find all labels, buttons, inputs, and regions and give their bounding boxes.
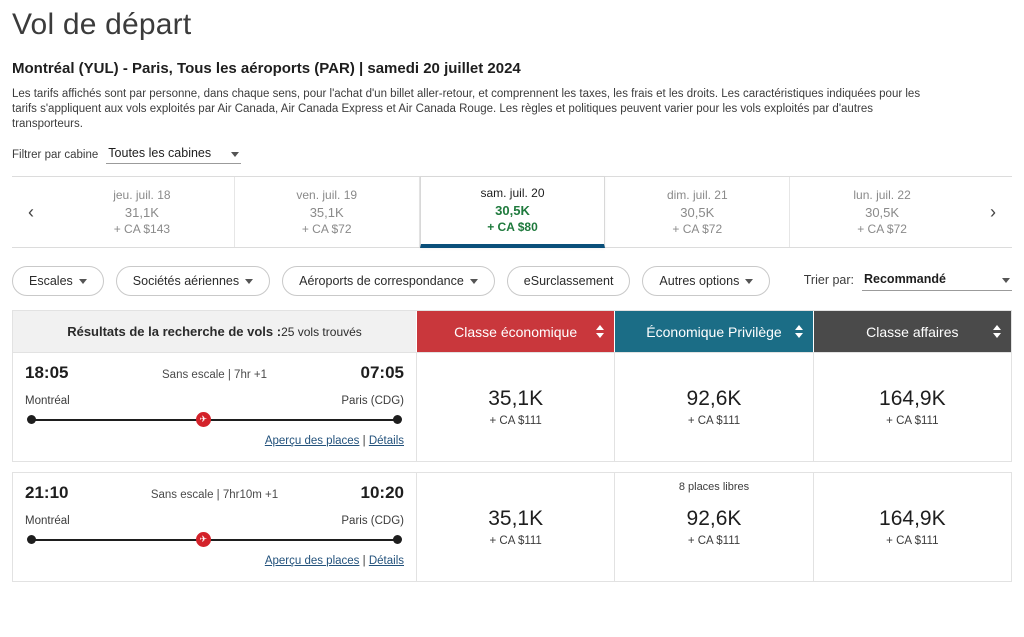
date-cell-0[interactable] xyxy=(50,177,235,247)
date-label: sam. juil. 20 xyxy=(480,186,545,200)
fare-points: 92,6K xyxy=(686,387,742,410)
date-tax: + CA $143 xyxy=(113,221,171,236)
date-label: jeu. juil. 18 xyxy=(113,187,171,202)
fare-column-business[interactable] xyxy=(813,311,1011,352)
filter-label: Aéroports de correspondance xyxy=(299,274,464,288)
filter-esurclassement[interactable] xyxy=(507,266,631,296)
date-points: 31,1K xyxy=(124,204,159,220)
arrival-time: 07:05 xyxy=(360,363,404,382)
seats-left: 8 places libres xyxy=(678,481,750,493)
date-tax: + CA $72 xyxy=(672,221,723,236)
flight-info xyxy=(13,473,416,581)
origin-city: Montréal xyxy=(25,515,70,527)
cabin-filter xyxy=(12,146,1012,164)
link-separator: | xyxy=(362,555,366,567)
page-title: Vol de départ xyxy=(12,8,192,41)
fare-points: 164,9K xyxy=(879,387,946,410)
stops-duration: Sans escale | 7hr +1 xyxy=(162,369,267,381)
flight-links xyxy=(25,435,404,447)
sort-toggle-icon[interactable] xyxy=(993,325,1001,338)
date-label: ven. juil. 19 xyxy=(296,187,358,202)
chevron-down-icon xyxy=(1002,278,1010,283)
flight-search-page xyxy=(0,8,1024,637)
chevron-down-icon xyxy=(245,279,253,284)
prev-dates-button[interactable]: ‹ xyxy=(28,201,34,222)
chevron-down-icon xyxy=(79,279,87,284)
departure-time: 21:10 xyxy=(25,483,69,502)
fare-tax: + CA $111 xyxy=(489,535,542,547)
fare-cell-premium-economy[interactable] xyxy=(614,473,812,581)
chevron-down-icon xyxy=(231,152,239,157)
chevron-down-icon xyxy=(470,279,478,284)
fare-points: 35,1K xyxy=(488,507,544,530)
fare-column-economy[interactable] xyxy=(416,311,614,352)
fare-cell-economy[interactable] xyxy=(416,353,614,461)
results-count xyxy=(13,311,416,352)
details-link[interactable]: Détails xyxy=(368,435,404,447)
results-heading: Résultats de la recherche de vols : xyxy=(67,324,282,339)
fare-tax: + CA $111 xyxy=(489,415,542,427)
fare-tax: + CA $111 xyxy=(687,535,741,547)
fare-tax: + CA $111 xyxy=(886,535,939,547)
date-tax: + CA $80 xyxy=(487,220,538,234)
route-line xyxy=(27,533,402,547)
details-link[interactable]: Détails xyxy=(368,555,404,567)
fare-column-label: Classe économique xyxy=(454,323,578,340)
origin-dot-icon xyxy=(27,415,36,424)
fare-cell-premium-economy[interactable] xyxy=(614,353,812,461)
fare-cell-economy[interactable] xyxy=(416,473,614,581)
fare-column-label: Économique Privilège xyxy=(646,323,782,340)
next-dates-button[interactable]: › xyxy=(990,201,996,222)
seat-preview-link[interactable]: Aperçu des places xyxy=(264,435,360,447)
route-summary: Montréal (YUL) - Paris, Tous les aéroports (PAR) | samedi 20 juillet 2024 xyxy=(12,60,521,77)
date-cells xyxy=(50,177,974,247)
destination-city: Paris (CDG) xyxy=(341,515,404,527)
fare-column-label: Classe affaires xyxy=(866,323,959,340)
cabin-filter-select[interactable] xyxy=(106,146,241,164)
filter-label: Sociétés aériennes xyxy=(132,274,240,288)
date-points: 30,5K xyxy=(495,203,530,218)
chevron-down-icon xyxy=(745,279,753,284)
fare-points: 35,1K xyxy=(488,387,544,410)
table-row xyxy=(12,352,1012,462)
cabin-filter-label: Filtrer par cabine xyxy=(12,149,99,161)
date-cell-4[interactable] xyxy=(790,177,974,247)
filter-autres-options[interactable] xyxy=(642,266,770,296)
results-header xyxy=(12,310,1012,352)
date-label: dim. juil. 21 xyxy=(666,187,728,202)
route-line xyxy=(27,413,402,427)
date-strip xyxy=(12,176,1012,248)
results-count-value: 25 vols trouvés xyxy=(281,324,362,339)
filter-label: Autres options xyxy=(659,274,740,288)
table-row xyxy=(12,472,1012,582)
filters-row xyxy=(12,266,1012,296)
link-separator: | xyxy=(362,435,366,447)
sort-select[interactable] xyxy=(862,272,1012,291)
destination-dot-icon xyxy=(393,415,402,424)
date-tax: + CA $72 xyxy=(857,221,907,236)
fare-disclaimer: Les tarifs affichés sont par personne, dans chaque sens, pour l'achat d'un billet aller-retour, et comprennent les taxes, les frais et les droits. Les caractéristiques indiquées pour les tarifs s'appliquent aux vols exploités par Air Canada, Air Canada Express et Air Canada Rouge. Les règles et politiques peuvent varier pour les vols exploités par d'autres transporteurs. xyxy=(12,88,921,130)
filter-label: eSurclassement xyxy=(523,274,614,288)
date-tax: + CA $72 xyxy=(301,221,352,236)
date-points: 30,5K xyxy=(680,204,715,220)
stops-duration: Sans escale | 7hr10m +1 xyxy=(150,489,279,501)
departure-time: 18:05 xyxy=(25,363,69,382)
fare-cell-business[interactable] xyxy=(813,473,1011,581)
sort-toggle-icon[interactable] xyxy=(795,325,803,338)
origin-city: Montréal xyxy=(25,395,70,407)
fare-tax: + CA $111 xyxy=(687,415,741,427)
fare-points: 164,9K xyxy=(879,507,946,530)
date-points: 30,5K xyxy=(865,204,900,220)
destination-city: Paris (CDG) xyxy=(341,395,404,407)
date-cell-2-selected[interactable] xyxy=(420,176,606,248)
sort-value: Recommandé xyxy=(864,271,946,286)
date-points: 35,1K xyxy=(309,204,344,220)
flight-links xyxy=(25,555,404,567)
filter-aeroports-correspondance[interactable] xyxy=(282,266,495,296)
seat-preview-link[interactable]: Aperçu des places xyxy=(264,555,360,567)
arrival-time: 10:20 xyxy=(360,483,404,502)
filter-escales[interactable] xyxy=(12,266,104,296)
fare-points: 92,6K xyxy=(686,507,742,530)
flight-info xyxy=(13,353,416,461)
sort-label: Trier par: xyxy=(803,272,854,287)
filter-label: Escales xyxy=(29,274,73,288)
sort-toggle-icon[interactable] xyxy=(596,325,604,338)
origin-dot-icon xyxy=(27,535,36,544)
cabin-filter-value: Toutes les cabines xyxy=(108,146,212,160)
filter-societes-aeriennes[interactable] xyxy=(116,266,270,296)
sort-control xyxy=(804,272,1012,291)
airplane-icon: ✈ xyxy=(196,412,211,427)
airplane-icon: ✈ xyxy=(196,532,211,547)
date-cell-3[interactable] xyxy=(605,177,790,247)
fare-tax: + CA $111 xyxy=(886,415,939,427)
date-cell-1[interactable] xyxy=(235,177,420,247)
fare-cell-business[interactable] xyxy=(813,353,1011,461)
destination-dot-icon xyxy=(393,535,402,544)
fare-column-premium-economy[interactable] xyxy=(614,311,812,352)
date-label: lun. juil. 22 xyxy=(853,187,911,202)
